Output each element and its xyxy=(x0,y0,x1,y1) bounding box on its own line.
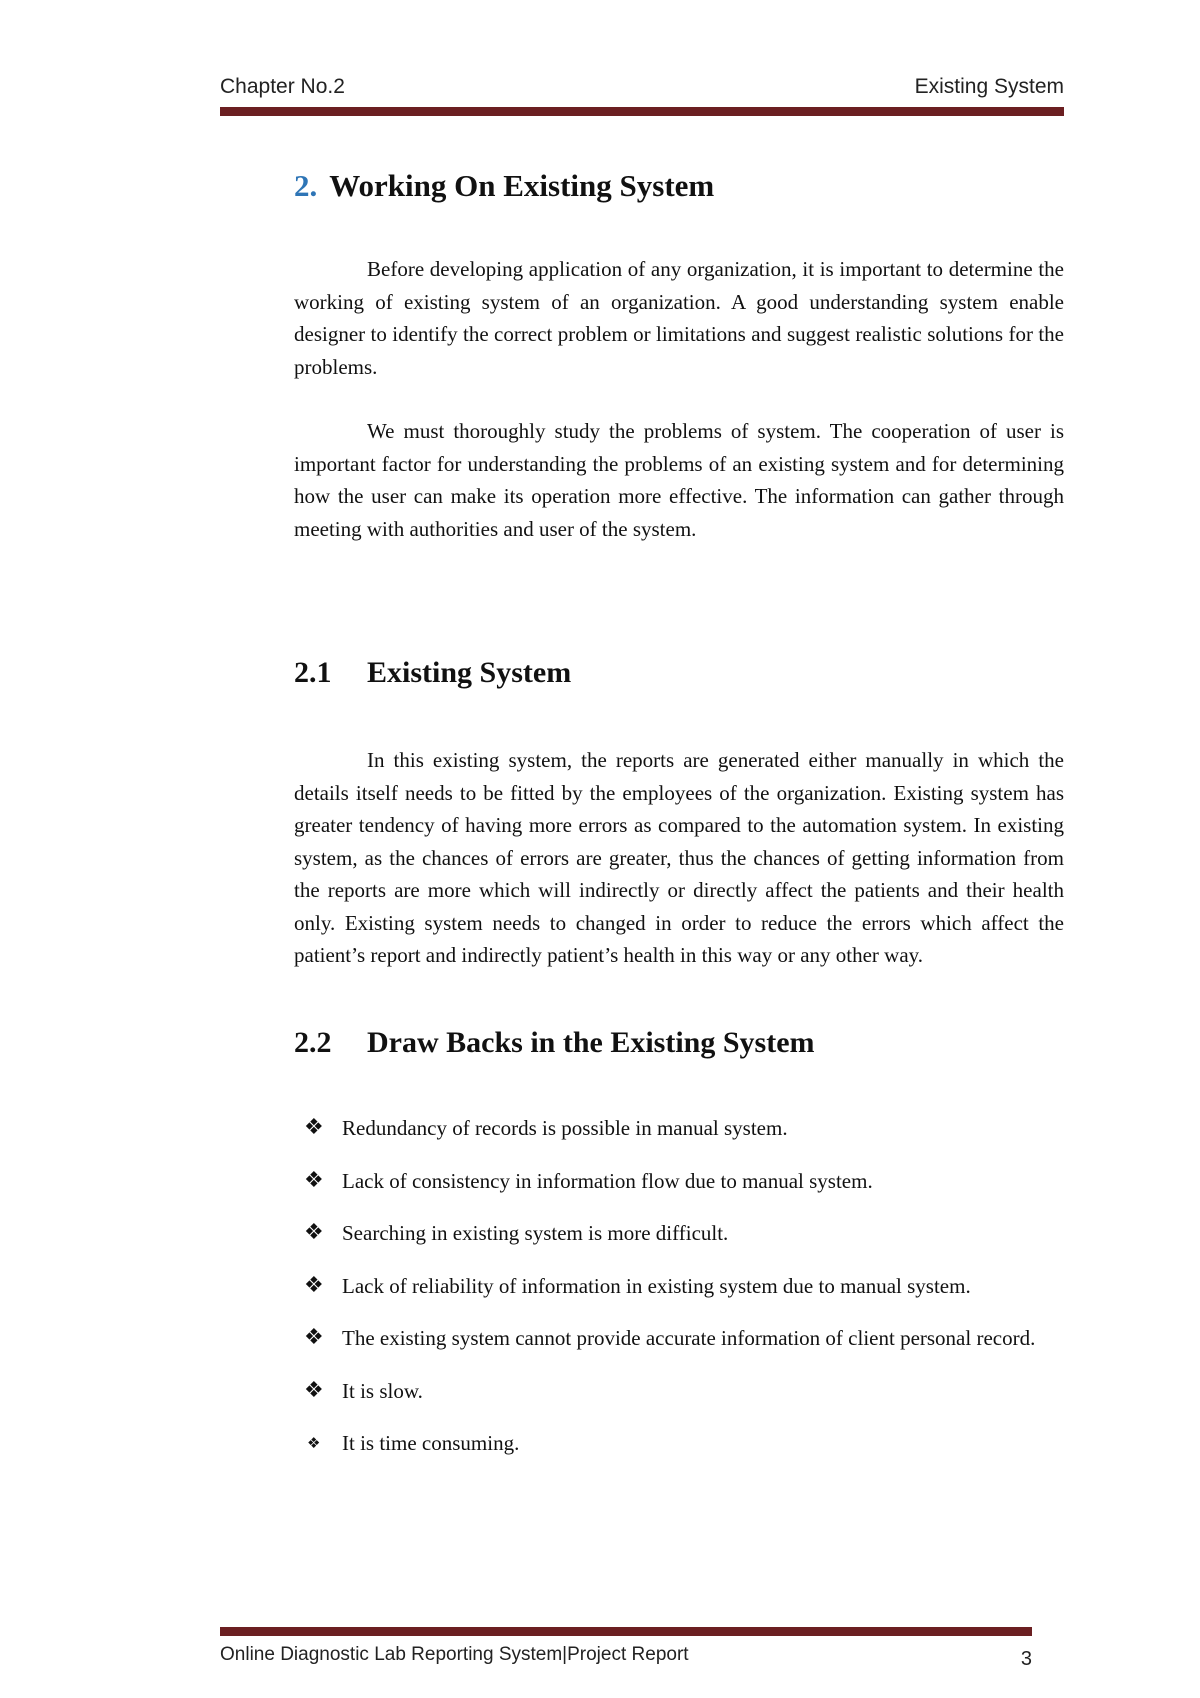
diamond-bullet-icon: ❖ xyxy=(304,1167,324,1193)
footer-project-title: Online Diagnostic Lab Reporting System|Project Report xyxy=(220,1644,689,1665)
list-item-text: Searching in existing system is more difficult. xyxy=(342,1221,729,1245)
diamond-bullet-icon: ❖ xyxy=(304,1325,324,1350)
list-item-text: The existing system cannot provide accurate information of client personal record. xyxy=(342,1326,1036,1350)
intro-paragraph-1: Before developing application of any organization, it is important to determine the working of existing system of an organization. A good understanding system enable designer to identify the correct problem or limitations and suggest realistic solutions for the problems. xyxy=(294,257,1064,379)
section-heading-text: Existing System xyxy=(367,656,572,689)
list-item xyxy=(294,1217,1064,1250)
existing-system-paragraph: In this existing system, the reports are generated either manually in which the details itself needs to be fitted by the employees of the organization. Existing system has greater tendency of having more errors as compared to the automation system. In existing system, as the chances of errors are greater, thus the chances of getting information from the reports are more which will indirectly or directly affect the patients and their health only. Existing system needs to changed in order to reduce the errors which affect the patient’s report and indirectly patient’s health in this way or any other way. xyxy=(294,748,1064,967)
diamond-bullet-icon: ❖ xyxy=(304,1272,324,1298)
section-heading-text: Draw Backs in the Existing System xyxy=(367,1026,815,1059)
list-item xyxy=(294,1112,1064,1145)
list-item-text: Redundancy of records is possible in manual system. xyxy=(342,1116,788,1140)
list-item xyxy=(294,1322,1064,1355)
list-item-text: Lack of reliability of information in existing system due to manual system. xyxy=(342,1273,971,1298)
footer-rule xyxy=(220,1627,1032,1636)
list-item xyxy=(294,1270,1064,1303)
diamond-bullet-icon: ❖ xyxy=(304,1377,324,1403)
drawbacks-list xyxy=(294,1112,1064,1480)
title-number: 2. xyxy=(294,168,318,203)
title-text: Working On Existing System xyxy=(329,168,715,203)
page-header xyxy=(220,75,1064,105)
header-chapter: Chapter No.2 xyxy=(220,75,345,98)
header-section-title: Existing System xyxy=(914,75,1064,98)
diamond-bullet-icon: ❖ xyxy=(304,1220,324,1245)
diamond-bullet-icon: ❖ xyxy=(307,1434,321,1452)
intro-paragraph-2: We must thoroughly study the problems of system. The cooperation of user is important factor for understanding the problems of an existing system and for determining how the user can make its operation more effective. The information can gather through meeting with authorities and user of the system. xyxy=(294,419,1064,541)
diamond-bullet-icon: ❖ xyxy=(304,1115,324,1140)
section-number: 2.1 xyxy=(294,656,332,689)
page-footer xyxy=(220,1644,1032,1674)
list-item xyxy=(294,1375,1064,1408)
list-item-text: It is slow. xyxy=(342,1378,423,1403)
page-number: 3 xyxy=(1020,1648,1032,1670)
section-heading-drawbacks xyxy=(294,1026,815,1060)
list-item xyxy=(294,1165,1064,1198)
header-rule xyxy=(220,107,1064,116)
list-item-text: Lack of consistency in information flow due to manual system. xyxy=(342,1168,873,1193)
list-item-text: It is time consuming. xyxy=(342,1431,520,1455)
page-title xyxy=(294,168,714,204)
list-item xyxy=(294,1427,1064,1460)
section-number: 2.2 xyxy=(294,1026,332,1059)
section-heading-existing-system xyxy=(294,656,571,690)
